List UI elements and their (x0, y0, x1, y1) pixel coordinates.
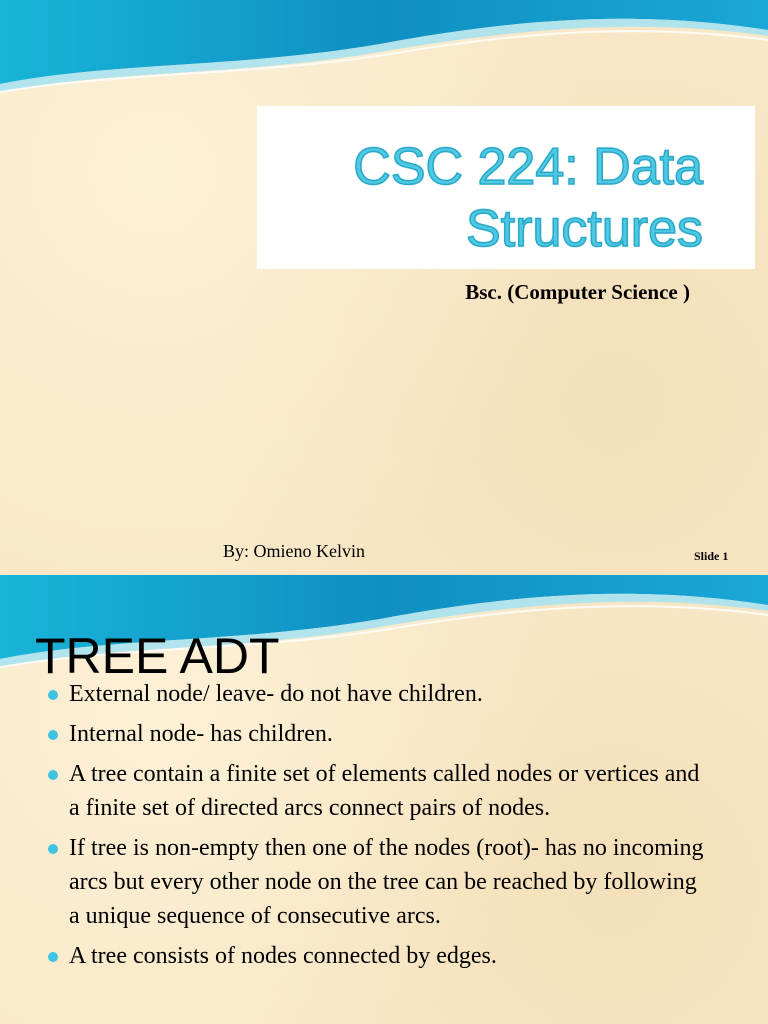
bullet-list (0, 677, 768, 979)
slide-number: Slide 1 (694, 549, 729, 563)
bullet-text: External node/ leave- do not have children. (69, 681, 483, 707)
bullet-dot-icon (48, 690, 58, 700)
list-item (0, 831, 768, 933)
bullet-text: Internal node- has children. (69, 721, 333, 747)
title-line-2: Structures (466, 200, 703, 258)
list-item (0, 717, 768, 751)
list-item (0, 677, 768, 711)
bullet-dot-icon (48, 770, 58, 780)
content-slide (0, 575, 768, 1024)
slide-title-source (257, 106, 258, 107)
list-item (0, 757, 768, 825)
list-item (0, 939, 768, 973)
bullet-dot-icon (48, 844, 58, 854)
bullet-dot-icon (48, 952, 58, 962)
slide-title (353, 136, 703, 260)
slide-title: TREE ADT (35, 628, 280, 684)
header-swoosh (0, 0, 768, 95)
bullet-text: If tree is non-empty then one of the nodes (root)- has no incoming arcs but every other node on the tree can be reached by following a unique sequence of consecutive arcs. (69, 835, 704, 929)
bullet-text: A tree contain a finite set of elements called nodes or vertices and a finite set of directed arcs connect pairs of nodes. (69, 761, 700, 821)
slide-subtitle: Bsc. (Computer Science ) (465, 280, 690, 304)
author-name: By: Omieno Kelvin (223, 541, 365, 561)
title-line-1: CSC 224: Data (353, 138, 703, 196)
title-box (257, 106, 755, 269)
bullet-dot-icon (48, 730, 58, 740)
bullet-text: A tree consists of nodes connected by edges. (69, 943, 497, 969)
